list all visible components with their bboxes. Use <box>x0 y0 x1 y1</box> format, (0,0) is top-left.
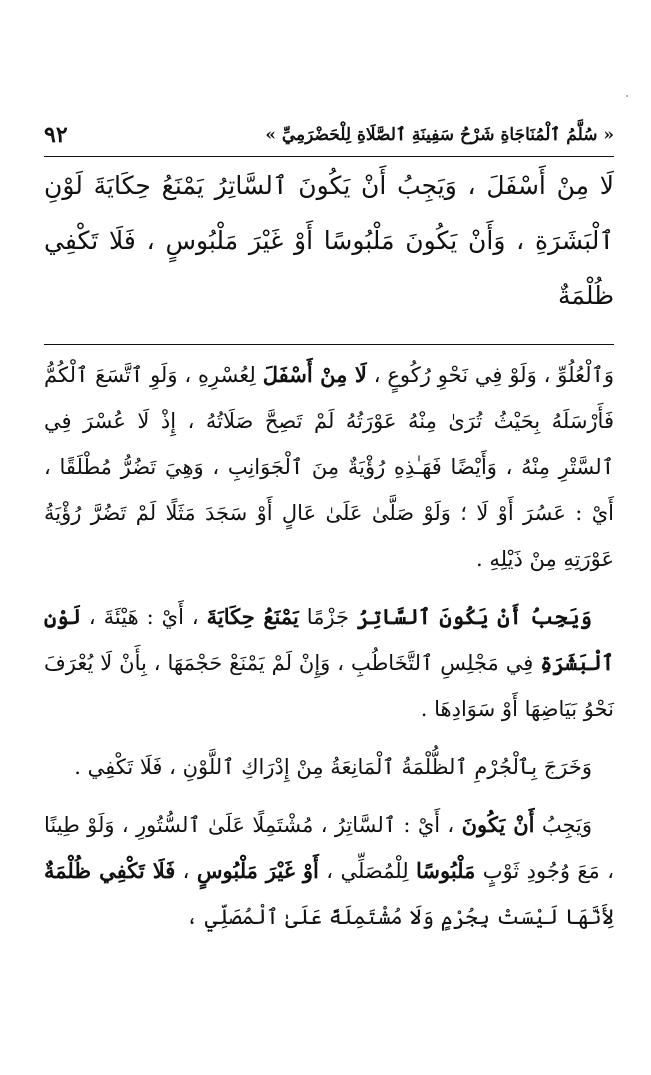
page-number: ٩٢ <box>44 122 68 148</box>
commentary-block <box>44 352 614 940</box>
page-header <box>44 118 614 152</box>
quoted-matn: وَيَجِبُ أَنْ يَكُونَ ٱلسَّاتِرُ <box>356 604 592 629</box>
matn-separator-rule <box>44 344 614 345</box>
header-rule <box>44 156 614 157</box>
commentary-paragraph-4 <box>44 802 614 940</box>
commentary-text: فِي مَجْلِسِ ٱلتَّخَاطُبِ ، وَإِنْ لَمْ يَمْنَعْ حَجْمَهَا ، بِأَنْ لَا يُعْرَفَ نَحْوُ بَيَاضِهَا أَوْ سَوَادِهَا . <box>44 651 614 721</box>
commentary-text: جَزْمًا <box>298 605 357 629</box>
commentary-text: ، أَيْ : هَيْئَةَ ، <box>80 605 207 629</box>
quoted-matn: أَوْ غَيْرَ مَلْبُوسٍ <box>196 858 319 883</box>
quoted-matn: لَا مِنْ أَسْفَلَ <box>262 362 367 387</box>
quoted-matn: يَمْنَعُ حِكَايَةَ <box>206 604 299 629</box>
commentary-text: وَخَرَجَ بِٱلْجُرْمِ ٱلظُّلْمَةُ ٱلْمَانِعَةُ مِنْ إِدْرَاكِ ٱللَّوْنِ ، فَلَا تَكْفِي . <box>74 755 592 779</box>
quoted-matn: مَلْبُوسًا <box>416 858 476 883</box>
commentary-paragraph-3 <box>44 744 614 790</box>
commentary-text: لِعُسْرِهِ ، وَلَوِ ٱتَّسَعَ ٱلْكُمُّ فَأَرْسَلَهُ بِحَيْثُ تُرَىٰ مِنْهُ عَوْرَتُهُ لَمْ تَصِحَّ صَلَاتُهُ ، إِذْ لَا عُسْرَ فِي ٱلسَّتْرِ مِنْهُ ، وَأَيْضًا فَهَـٰذِهِ رُؤْيَةٌ مِنَ ٱلْجَوَانِبِ ، وَهِيَ تَضُرُّ مُطْلَقًا ، أَيْ : عَسُرَ أَوْ لَا ؛ وَلَوْ صَلَّىٰ عَلَىٰ عَالٍ أَوْ سَجَدَ مَثَلًا لَمْ تَضُرَّ رُؤْيَةُ عَوْرَتِهِ مِنْ ذَيْلِهِ . <box>44 363 614 571</box>
running-title: « سُلَّمُ ٱلْمُنَاجَاةِ شَرْحُ سَفِينَةِ ٱلصَّلَاةِ لِلْحَضْرَمِيِّ » <box>265 125 614 145</box>
matn-text-block <box>44 158 614 323</box>
quoted-matn: أَنْ يَكُونَ <box>461 812 535 837</box>
margin-mark <box>626 95 628 97</box>
matn-text: لَا مِنْ أَسْفَلَ ، وَيَجِبُ أَنْ يَكُونَ ٱلسَّاتِرُ يَمْنَعُ حِكَايَةَ لَوْنِ ٱلْبَشَرَةِ ، وَأَنْ يَكُونَ مَلْبُوسًا أَوْ غَيْرَ مَلْبُوسٍ ، فَلَا تَكْفِي ظُلْمَةٌ <box>44 171 614 310</box>
quoted-matn: فَلَا تَكْفِي ظُلْمَةٌ <box>44 858 176 883</box>
commentary-text: ، <box>175 859 197 883</box>
commentary-text: ، أَيْ : ٱلسَّاتِرُ ، مُشْتَمِلًا عَلَىٰ ٱلسُّتُورِ ، وَلَوْ طِينًا ، مَعَ وُجُودِ ثَوْبٍ <box>44 813 614 883</box>
quoted-matn: لَوْنِ ٱلْبَشَرَةِ <box>44 604 614 675</box>
commentary-paragraph-1 <box>44 352 614 582</box>
commentary-text: لِلْمُصَلِّي ، <box>318 859 416 883</box>
commentary-text: لِأَنَّهَا لَيْسَتْ بِجُرْمٍ وَلَا مُشْتَمِلَةً عَلَىٰ ٱلْمُصَلِّي ، <box>185 905 614 929</box>
commentary-paragraph-2 <box>44 594 614 732</box>
commentary-text: وَيَجِبُ <box>534 813 593 837</box>
commentary-text: وَٱلْعُلُوِّ ، وَلَوْ فِي نَحْوِ رُكُوعٍ ، <box>366 363 614 387</box>
